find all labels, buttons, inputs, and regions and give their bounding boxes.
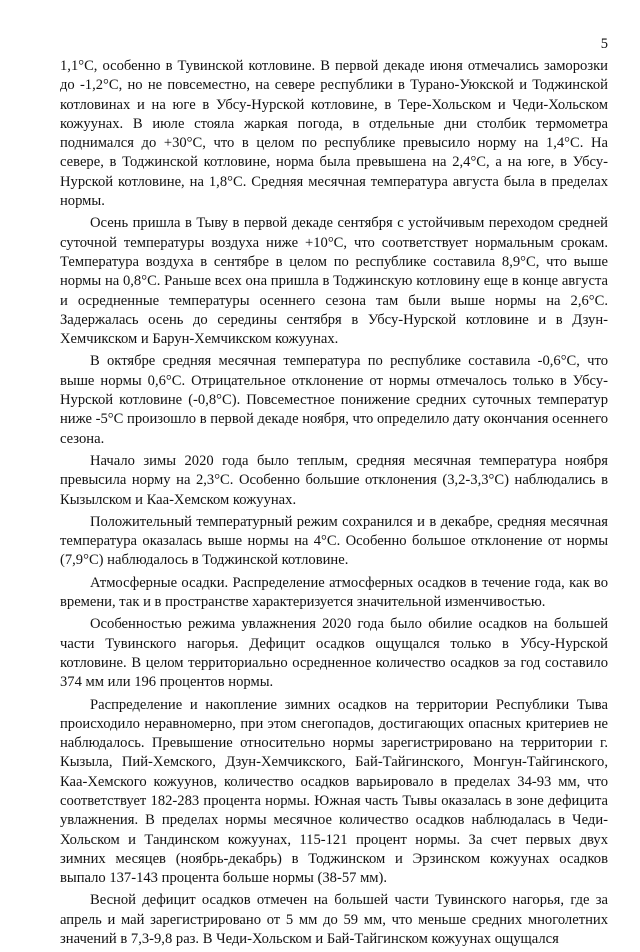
paragraph-december: Положительный температурный режим сохранился и в декабре, средняя месячная температура оказалась выше нормы на 4°С. Особенно большое отклонение от нормы (7,9°С) наблюдалось в Тоджинской котловине. — [60, 513, 608, 569]
paragraph-precipitation-intro: Атмосферные осадки. Распределение атмосферных осадков в течение года, как во времени, так и в пространстве характеризуется значительной изменчивостью. — [60, 574, 608, 611]
document-body — [60, 57, 608, 952]
page-number: 5 — [600, 36, 608, 52]
paragraph-summer-continued: 1,1°С, особенно в Тувинской котловине. В первой декаде июня отмечались заморозки до -1,2°С, но не повсеместно, на севере республики в Турано-Уюкской и Тоджинской котловинах и на юге в Убсу-Нурской котловине, в Тере-Хольском и Чеди-Хольском кожуунах. В июле стояла жаркая погода, в отдельные дни столбик термометра поднимался до +30°С, что в целом по республике превысило норму на 1,4°С. На севере, в Тоджинской котловине, норма была превышена на 2,4°С, а на юге, в Убсу-Нурской котловине, на 1,8°С. Средняя месячная температура августа была в пределах нормы. — [60, 58, 608, 210]
paragraph-spring-deficit: Весной дефицит осадков отмечен на большей части Тувинского нагорья, где за апрель и май зарегистрировано от 5 мм до 59 мм, что меньше средних многолетних значений в 7,3-9,8 раз. В Чеди-Хольском и Бай-Тайгинском кожуунах ощущался — [60, 892, 608, 948]
paragraph-winter-precipitation: Распределение и накопление зимних осадков на территории Республики Тыва происходило неравномерно, при этом снегопадов, достигающих опасных критериев не наблюдалось. Превышение относительно нормы зарегистрировано на территории г. Кызыла, Пий-Хемского, Дзун-Хемчикского, Бай-Тайгинского, Монгун-Тайгинского, Каа-Хемского кожуунов, количество осадков варьировало в пределах 34-93 мм, что соответствует 182-283 процента нормы. Южная часть Тывы оказалась в зоне дефицита увлажнения. В пределах нормы месячное количество осадков наблюдалась в Чеди-Хольском и Тандинском кожуунах, 115-121 процент нормы. За счет первых двух зимних месяцев (ноябрь-декабрь) в Тоджинском и Эрзинском кожуунах осадков выпало 137-143 процента больше нормы (38-57 мм). — [60, 696, 608, 887]
paragraph-winter-start: Начало зимы 2020 года было теплым, средняя месячная температура ноября превысила норму на 2,3°С. Особенно большие отклонения (3,2-3,3°С) наблюдались в Кызылском и Каа-Хемском кожуунах. — [60, 452, 608, 508]
paragraph-autumn-september: Осень пришла в Тыву в первой декаде сентября с устойчивым переходом средней суточной температуры воздуха ниже +10°С, что соответствует нормальным срокам. Температура воздуха в сентябре в целом по республике составила 8,9°С, что выше нормы на 0,8°С. Раньше всех она пришла в Тоджинскую котловину еще в конце августа и осредненные температуры осеннего сезона там были выше нормы на 2,6°С. Задержалась осень до середины сентября в Убсу-Нурской котловине и в Дзун-Хемчикском и Барун-Хемчикском кожуунах. — [60, 215, 608, 348]
paragraph-moisture-regime: Особенностью режима увлажнения 2020 года было обилие осадков на большей части Тувинского нагорья. Дефицит осадков ощущался только в Убсу-Нурской котловине. В целом территориально осредненное количество осадков за год составило 374 мм или 196 процентов нормы. — [60, 616, 608, 691]
paragraph-october: В октябре средняя месячная температура по республике составила -0,6°С, что выше нормы 0,6°С. Отрицательное отклонение от нормы отмечалось только в Убсу-Нурской котловине (-0,8°С). Повсеместное понижение средних суточных температур ниже -5°С произошло в первой декаде ноября, что определило дату окончания осеннего сезона. — [60, 353, 608, 447]
